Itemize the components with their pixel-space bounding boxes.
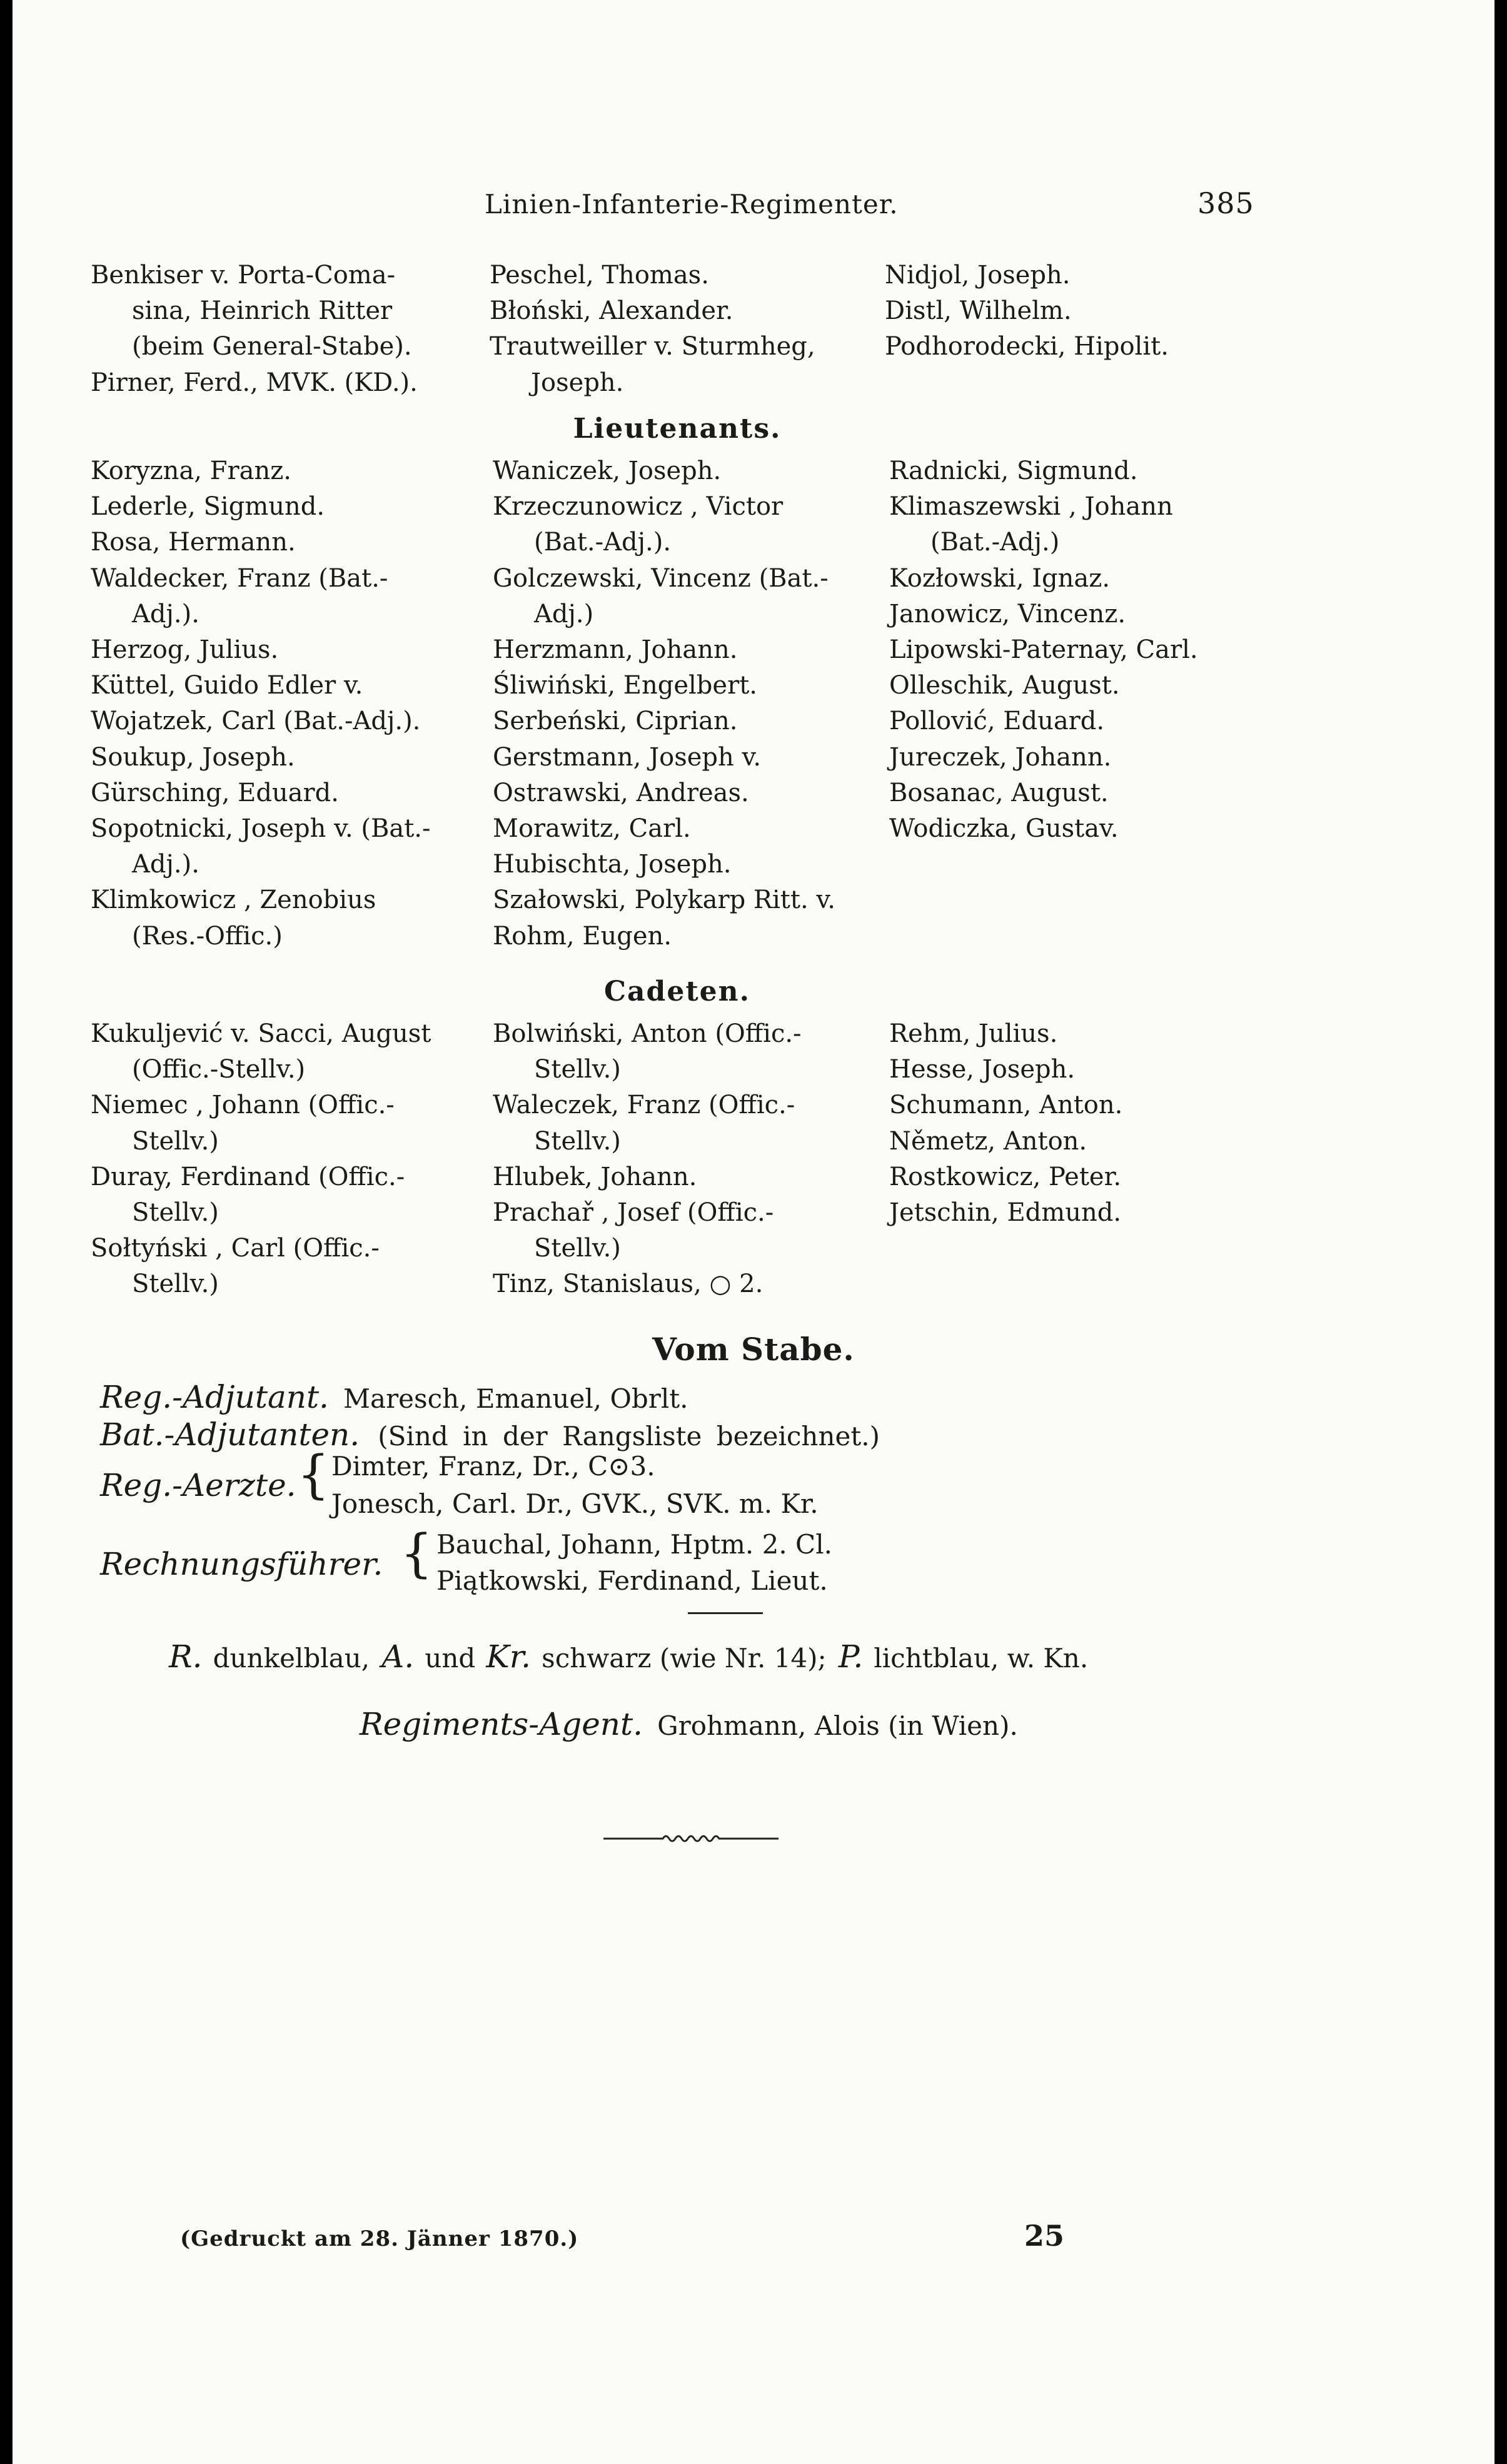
entry-line: Rehm, Julius. (889, 1019, 1058, 1048)
entry-line: Němetz, Anton. (889, 1126, 1087, 1156)
rechnungsfuehrer-label: Rechnungsführer. (100, 1546, 383, 1582)
entry-line: Rosa, Hermann. (91, 528, 296, 557)
entry-line: Waniczek, Joseph. (493, 457, 722, 485)
entry-line: (Bat.-Adj.). (534, 528, 672, 557)
entry-line: Stellv.) (534, 1126, 621, 1156)
entry-line: Trautweiller v. Sturmheg, (490, 332, 815, 361)
entry-line: Stellv.) (132, 1126, 219, 1156)
agent-label: Regiments-Agent. (360, 1706, 643, 1742)
middle-column-block-3 (493, 1016, 802, 1303)
staff-heading: Vom Stabe. (652, 1331, 855, 1368)
right-column-block-2 (889, 453, 1198, 847)
left-column-block-3 (91, 1016, 431, 1303)
entry-line: Wodiczka, Gustav. (889, 814, 1119, 844)
right-column-block-3 (889, 1016, 1122, 1231)
reg-adjutant-row (100, 1379, 688, 1415)
entry-line: Jureczek, Johann. (889, 742, 1112, 772)
entry-line: Podhorodecki, Hipolit. (885, 332, 1169, 361)
colors-a-label: A. (381, 1638, 415, 1675)
entry-line: (Bat.-Adj.) (930, 528, 1060, 557)
entry-line: Hesse, Joseph. (889, 1055, 1076, 1084)
entry-line: sina, Heinrich Ritter (132, 296, 393, 326)
entry-line: Hlubek, Johann. (493, 1162, 697, 1191)
entry-line: Adj.) (534, 599, 594, 629)
entry-line: Kukuljević v. Sacci, August (91, 1019, 431, 1048)
entry-line: Błoński, Alexander. (490, 296, 733, 326)
entry-line: Sołtyński , Carl (Offic.- (91, 1234, 380, 1263)
left-column-block-1 (91, 258, 418, 401)
agent-value: Grohmann, Alois (in Wien). (657, 1710, 1018, 1741)
entry-line: Śliwiński, Engelbert. (493, 671, 757, 700)
reg-aerzte-label: Reg.-Aerzte. (100, 1467, 296, 1503)
reg-aerzte-entry: Dimter, Franz, Dr., C⊙3. (331, 1451, 655, 1482)
page-number: 385 (1197, 186, 1254, 220)
colors-p-text: lichtblau, w. Kn. (874, 1643, 1089, 1674)
entry-line: Serbeński, Ciprian. (493, 707, 738, 736)
right-column-block-1 (885, 258, 1169, 365)
section-heading-lieutenants: Lieutenants. (573, 413, 782, 445)
left-column-block-2 (91, 453, 431, 954)
entry-line: Golczewski, Vincenz (Bat.- (493, 563, 829, 593)
running-title: Linien-Infanterie-Regimenter. (485, 189, 899, 220)
entry-line: Herzog, Julius. (91, 635, 279, 665)
entry-line: Niemec , Johann (Offic.- (91, 1091, 395, 1120)
colors-kr-text: schwarz (wie Nr. 14); (542, 1643, 827, 1674)
middle-column-block-2 (493, 453, 835, 954)
rechnungsfuehrer-entry: Bauchal, Johann, Hptm. 2. Cl. (436, 1529, 832, 1560)
bat-adjutanten-row (100, 1416, 880, 1453)
entry-line: Nidjol, Joseph. (885, 261, 1071, 290)
section-heading-cadeten: Cadeten. (604, 976, 750, 1007)
entry-line: Waleczek, Franz (Offic.- (493, 1091, 795, 1120)
page (13, 0, 1494, 2464)
entry-line: Lederle, Sigmund. (91, 492, 325, 522)
colors-r-label: R. (169, 1638, 203, 1675)
entry-line: Rohm, Eugen. (493, 921, 672, 951)
colors-und: und (425, 1643, 476, 1674)
entry-line: Hubischta, Joseph. (493, 850, 732, 879)
entry-line: Soukup, Joseph. (91, 742, 295, 772)
colors-kr-label: Kr. (486, 1638, 532, 1675)
entry-line: (beim General-Stabe). (132, 332, 412, 361)
entry-line: Sopotnicki, Joseph v. (Bat.- (91, 814, 431, 844)
entry-line: Szałowski, Polykarp Ritt. v. (493, 886, 835, 915)
entry-line: Stellv.) (534, 1234, 621, 1263)
entry-line: Morawitz, Carl. (493, 814, 691, 844)
entry-line: Bolwiński, Anton (Offic.- (493, 1019, 802, 1048)
entry-line: Klimaszewski , Johann (889, 492, 1173, 522)
entry-line: Gerstmann, Joseph v. (493, 742, 762, 772)
bat-adjutanten-label: Bat.-Adjutanten. (100, 1416, 360, 1453)
printed-date: (Gedruckt am 28. Jänner 1870.) (180, 2226, 579, 2251)
reg-aerzte-entry: Jonesch, Carl. Dr., GVK., SVK. m. Kr. (331, 1488, 819, 1519)
entry-line: Pirner, Ferd., MVK. (KD.). (91, 368, 418, 397)
entry-line: Waldecker, Franz (Bat.- (91, 563, 388, 593)
entry-line: Lipowski-Paternay, Carl. (889, 635, 1198, 665)
entry-line: Schumann, Anton. (889, 1091, 1123, 1120)
entry-line: Joseph. (531, 368, 624, 397)
middle-column-block-1 (490, 258, 815, 401)
entry-line: Olleschik, August. (889, 671, 1120, 700)
entry-line: Stellv.) (132, 1270, 219, 1299)
colors-p-label: P. (838, 1638, 864, 1675)
entry-line: Rostkowicz, Peter. (889, 1162, 1122, 1191)
entry-line: Gürsching, Eduard. (91, 778, 339, 807)
brace-glyph: { (400, 1524, 433, 1583)
entry-line: Peschel, Thomas. (490, 261, 709, 290)
entry-line: Radnicki, Sigmund. (889, 457, 1138, 485)
entry-line: Benkiser v. Porta-Coma- (91, 261, 396, 290)
entry-line: Küttel, Guido Edler v. (91, 671, 363, 700)
entry-line: Duray, Ferdinand (Offic.- (91, 1162, 405, 1191)
entry-line: Herzmann, Johann. (493, 635, 738, 665)
entry-line: Wojatzek, Carl (Bat.-Adj.). (91, 707, 421, 736)
colors-line (169, 1638, 1088, 1675)
entry-line: Krzeczunowicz , Victor (493, 492, 784, 522)
signature-mark: 25 (1024, 2219, 1065, 2253)
entry-line: Adj.). (132, 599, 199, 629)
entry-line: Stellv.) (534, 1055, 621, 1084)
brace-glyph: { (297, 1445, 330, 1505)
agent-row (360, 1706, 1018, 1742)
bat-adjutanten-value: (Sind in der Rangsliste bezeichnet.) (378, 1421, 880, 1452)
ornamental-rule (603, 1831, 779, 1846)
divider (688, 1612, 763, 1614)
reg-adjutant-label: Reg.-Adjutant. (100, 1379, 329, 1415)
entry-line: Tinz, Stanislaus, ○ 2. (493, 1270, 764, 1299)
entry-line: Stellv.) (132, 1198, 219, 1228)
rechnungsfuehrer-entry: Piątkowski, Ferdinand, Lieut. (436, 1565, 828, 1596)
entry-line: Koryzna, Franz. (91, 457, 291, 485)
entry-line: Kozłowski, Ignaz. (889, 563, 1111, 593)
entry-line: Klimkowicz , Zenobius (91, 886, 376, 915)
entry-line: Bosanac, August. (889, 778, 1109, 807)
entry-line: Prachař , Josef (Offic.- (493, 1198, 774, 1228)
entry-line: Janowicz, Vincenz. (889, 599, 1126, 629)
entry-line: (Res.-Offic.) (132, 921, 283, 951)
entry-line: Jetschin, Edmund. (889, 1198, 1122, 1228)
entry-line: Pollović, Eduard. (889, 707, 1105, 736)
entry-line: Ostrawski, Andreas. (493, 778, 749, 807)
entry-line: Adj.). (132, 850, 199, 879)
reg-adjutant-value: Maresch, Emanuel, Obrlt. (343, 1383, 688, 1414)
entry-line: (Offic.-Stellv.) (132, 1055, 306, 1084)
colors-r-text: dunkelblau, (213, 1643, 370, 1674)
entry-line: Distl, Wilhelm. (885, 296, 1072, 326)
